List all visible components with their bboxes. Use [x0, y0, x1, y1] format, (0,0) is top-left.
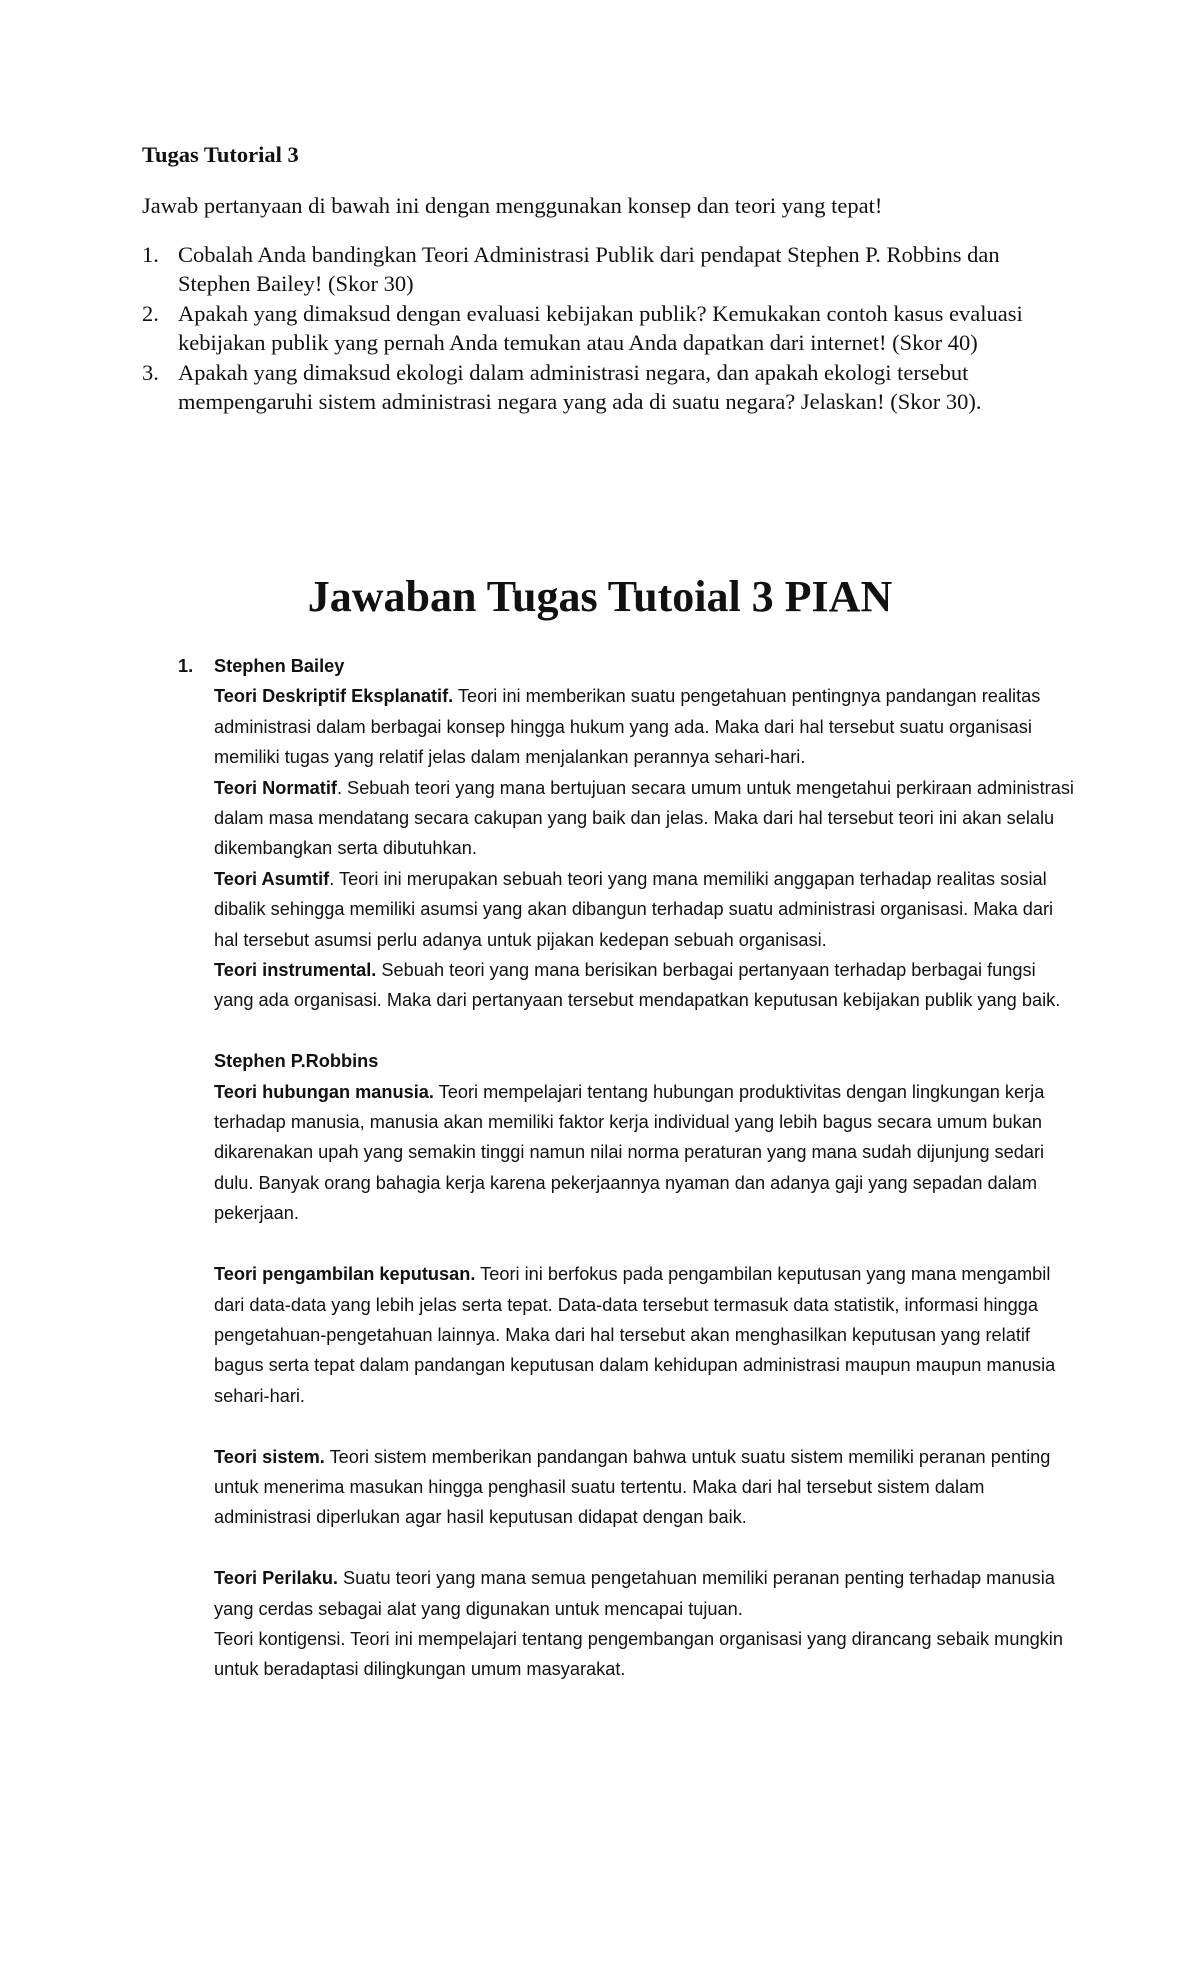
- spacer: [214, 1016, 1078, 1046]
- theory-paragraph: [214, 955, 1078, 1016]
- theory-paragraph-plain: Teori kontigensi. Teori ini mempelajari tentang pengembangan organisasi yang dirancang sebaik mungkin untuk beradaptasi dilingkungan umum masyarakat.: [214, 1628, 1063, 1680]
- question-item: [142, 358, 1072, 416]
- question-text: Cobalah Anda bandingkan Teori Administrasi Publik dari pendapat Stephen P. Robbins dan Stephen Bailey! (Skor 30): [178, 242, 1000, 296]
- theory-term: Teori sistem.: [214, 1446, 325, 1467]
- bailey-theories: [214, 681, 1078, 1684]
- assignment-instruction: Jawab pertanyaan di bawah ini dengan menggunakan konsep dan teori yang tepat!: [142, 193, 883, 218]
- answer-section: [178, 651, 1078, 1685]
- question-list: [142, 240, 1072, 416]
- theory-paragraph: [214, 1077, 1078, 1229]
- theory-text: Suatu teori yang mana semua pengetahuan memiliki peranan penting terhadap manusia yang cerdas sebagai alat yang digunakan untuk mencapai tujuan.: [214, 1568, 1055, 1619]
- question-text: Apakah yang dimaksud dengan evaluasi kebijakan publik? Kemukakan contoh kasus evaluasi kebijakan publik yang pernah Anda temukan atau Anda dapatkan dari internet! (Skor 40): [178, 301, 1023, 355]
- robbins-heading: Stephen P.Robbins: [214, 1051, 379, 1072]
- spacer: [214, 1229, 1078, 1259]
- theory-text: Teori ini memberikan suatu pengetahuan pentingnya pandangan realitas administrasi dalam berbagai konsep hingga hukum yang ada. Maka dari hal tersebut suatu organisasi memiliki tugas yang relatif jelas dalam menjalankan perannya sehari-hari.: [214, 686, 1041, 768]
- theory-term: Teori Normatif: [214, 777, 337, 798]
- answer-number: 1.: [178, 656, 194, 676]
- assignment-section: [142, 140, 1072, 417]
- theory-text: Teori mempelajari tentang hubungan produktivitas dengan lingkungan kerja terhadap manusia, manusia akan memiliki faktor kerja individual yang lebih bagus secara umum bukan dikarenakan upah yang semakin tinggi namun nilai norma peraturan yang mana sudah dijunjung sedari dulu. Banyak orang bahagia kerja karena pekerjaannya nyaman dan adanya gaji yang sepadan dalam pekerjaan.: [214, 1081, 1045, 1224]
- theory-term: Teori pengambilan keputusan.: [214, 1264, 476, 1285]
- theory-text: . Sebuah teori yang mana bertujuan secara umum untuk mengetahui perkiraan administrasi dalam masa mendatang secara cakupan yang baik dan jelas. Maka dari hal tersebut teori ini akan selalu dikembangkan serta dibutuhkan.: [214, 777, 1074, 859]
- theory-paragraph: [214, 1442, 1078, 1533]
- question-number: 3.: [142, 360, 159, 385]
- question-number: 2.: [142, 301, 159, 326]
- theory-paragraph: [214, 773, 1078, 864]
- theory-term: Teori hubungan manusia.: [214, 1081, 434, 1102]
- theory-term: Teori Deskriptif Eksplanatif.: [214, 686, 454, 707]
- question-text: Apakah yang dimaksud ekologi dalam administrasi negara, dan apakah ekologi tersebut mempengaruhi sistem administrasi negara yang ada di suatu negara? Jelaskan! (Skor 30).: [178, 360, 982, 414]
- question-number: 1.: [142, 242, 159, 267]
- theory-term: Teori Perilaku.: [214, 1568, 338, 1589]
- question-item: [142, 240, 1072, 298]
- theory-text: . Teori ini merupakan sebuah teori yang mana memiliki anggapan terhadap realitas sosial dibalik sehingga memiliki asumsi yang akan dibangun terhadap suatu administrasi organisasi. Maka dari hal tersebut asumsi perlu adanya untuk pijakan kedepan sebuah organisasi.: [214, 868, 1054, 950]
- theory-term: Teori Asumtif: [214, 868, 330, 889]
- assignment-title: Tugas Tutorial 3: [142, 142, 299, 167]
- theory-text: Teori sistem memberikan pandangan bahwa untuk suatu sistem memiliki peranan penting untuk menerima masukan hingga penghasil suatu tertentu. Maka dari hal tersebut sistem dalam administrasi diperlukan agar hasil keputusan didapat dengan baik.: [214, 1446, 1051, 1528]
- question-item: [142, 299, 1072, 357]
- theory-paragraph: [214, 1563, 1078, 1624]
- answer-title: Jawaban Tugas Tutoial 3 PIAN: [307, 572, 893, 621]
- theory-term: Teori instrumental.: [214, 960, 377, 981]
- theory-paragraph: [214, 864, 1078, 955]
- theory-paragraph: [214, 681, 1078, 772]
- spacer: [214, 1411, 1078, 1441]
- answer-heading: [178, 651, 1078, 681]
- theory-paragraph: [214, 1259, 1078, 1411]
- theory-text: Teori ini berfokus pada pengambilan keputusan yang mana mengambil dari data-data yang lebih jelas serta tepat. Data-data tersebut termasuk data statistik, informasi hingga pengetahuan-pengetahuan lainnya. Maka dari hal tersebut akan menghasilkan keputusan yang relatif bagus serta tepat dalam pandangan keputusan dalam kehidupan administrasi maupun maupun manusia sehari-hari.: [214, 1264, 1056, 1406]
- theory-text: Sebuah teori yang mana berisikan berbagai pertanyaan terhadap berbagai fungsi yang ada organisasi. Maka dari pertanyaan tersebut mendapatkan keputusan kebijakan publik yang baik.: [214, 960, 1061, 1011]
- spacer: [214, 1533, 1078, 1563]
- bailey-heading: Stephen Bailey: [214, 656, 345, 676]
